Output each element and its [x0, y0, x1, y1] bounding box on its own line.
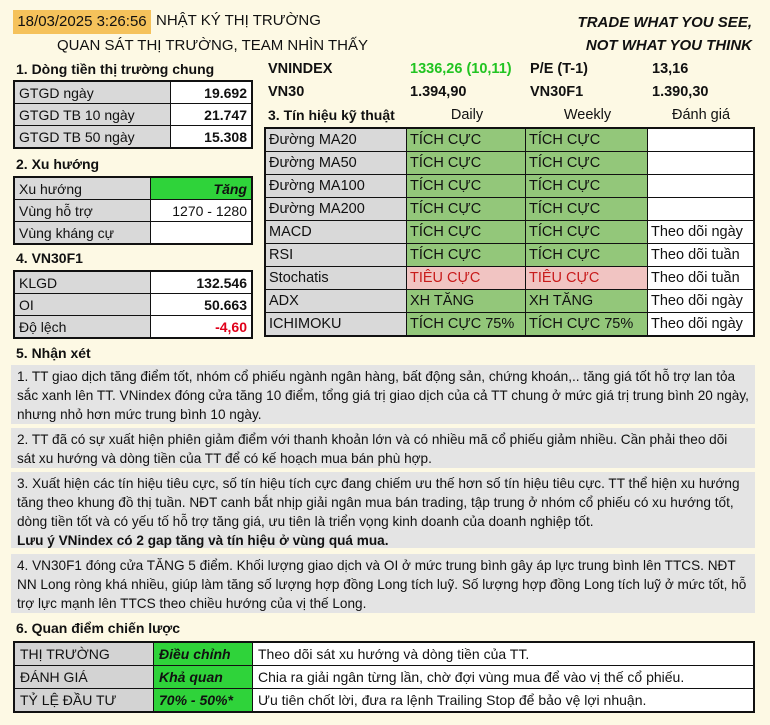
signal-daily: TÍCH CỰC [407, 152, 526, 175]
trend-row [14, 177, 252, 200]
signal-eval: Theo dõi tuần [648, 267, 755, 290]
signal-daily: TIÊU CỰC [407, 267, 526, 290]
support-value: 1270 - 1280 [151, 200, 253, 222]
comments-section-title: 5. Nhận xét [16, 345, 91, 361]
vn30f1-value: 50.663 [151, 294, 253, 316]
cashflow-value: 19.692 [171, 81, 253, 104]
strategy-text: Chia ra giải ngân từng lần, chờ đợi vùng mua để vào vị thế cổ phiếu. [253, 666, 755, 689]
signal-weekly: TÍCH CỰC [526, 175, 648, 198]
vn30-label: VN30 [268, 84, 305, 100]
signal-name: Đường MA100 [265, 175, 407, 198]
signal-row [265, 267, 754, 290]
cashflow-label: GTGD TB 10 ngày [14, 104, 171, 126]
vn30f1-label: OI [14, 294, 151, 316]
signals-col-daily: Daily [450, 107, 484, 123]
signal-eval: Theo dõi ngày [648, 221, 755, 244]
vn30f1-value-deviation: -4,60 [151, 316, 253, 339]
cashflow-value: 15.308 [171, 126, 253, 149]
vn30f1-row [14, 294, 252, 316]
resistance-row [14, 222, 252, 245]
strategy-section-title: 6. Quan điểm chiến lược [16, 620, 181, 636]
strategy-row [14, 689, 754, 713]
signal-weekly: TÍCH CỰC [526, 244, 648, 267]
signal-daily: TÍCH CỰC [407, 221, 526, 244]
vn30f1-label: KLGD [14, 271, 151, 294]
signal-daily: TÍCH CỰC [407, 198, 526, 221]
signal-name: Đường MA50 [265, 152, 407, 175]
resistance-value [151, 222, 253, 245]
signal-weekly: TÍCH CỰC [526, 128, 648, 152]
strategy-tag: Điều chỉnh [154, 642, 253, 666]
comment-1: 1. TT giao dịch tăng điểm tốt, nhóm cổ phiếu ngành ngân hàng, bất động sản, chứng khoán,.. tăng giá tốt hỗ trợ lan tỏa sắc xanh lên TT. VNindex đóng cửa tăng 10 điểm, tổng giá trị giao dịch của cả TT chung ở mức giá trị trung bình 20 ngày, nhưng nhỏ hơn mức trung bình 10 ngày. [11, 365, 755, 424]
signal-weekly: TÍCH CỰC [526, 198, 648, 221]
signal-eval: Theo dõi tuần [648, 244, 755, 267]
cashflow-label: GTGD ngày [14, 81, 171, 104]
cashflow-value: 21.747 [171, 104, 253, 126]
signal-name: RSI [265, 244, 407, 267]
vn30f1-label: Độ lệch [14, 316, 151, 339]
signals-table [264, 127, 755, 337]
report-subtitle: QUAN SÁT THỊ TRƯỜNG, TEAM NHÌN THẤY [57, 37, 368, 54]
signal-daily: TÍCH CỰC 75% [407, 313, 526, 337]
signal-row [265, 128, 754, 152]
signals-section-title: 3. Tín hiệu kỹ thuật [268, 107, 395, 123]
strategy-row [14, 642, 754, 666]
signal-row [265, 290, 754, 313]
signal-eval [648, 175, 755, 198]
signal-name: ADX [265, 290, 407, 313]
signal-name: ICHIMOKU [265, 313, 407, 337]
cashflow-section-title: 1. Dòng tiền thị trường chung [16, 61, 215, 77]
vn30f1-index-value: 1.390,30 [652, 84, 709, 100]
signal-daily: TÍCH CỰC [407, 175, 526, 198]
support-label: Vùng hỗ trợ [14, 200, 151, 222]
vn30f1-section-title: 4. VN30F1 [16, 250, 83, 266]
signal-name: Đường MA20 [265, 128, 407, 152]
cashflow-row [14, 126, 252, 149]
signal-weekly: TIÊU CỰC [526, 267, 648, 290]
signal-eval [648, 152, 755, 175]
signal-eval: Theo dõi ngày [648, 290, 755, 313]
signal-row [265, 244, 754, 267]
signal-weekly: XH TĂNG [526, 290, 648, 313]
resistance-label: Vùng kháng cự [14, 222, 151, 245]
strategy-label: ĐÁNH GIÁ [14, 666, 154, 689]
pe-value: 13,16 [652, 61, 689, 77]
signal-weekly: TÍCH CỰC [526, 152, 648, 175]
cashflow-row [14, 81, 252, 104]
signal-eval: Theo dõi ngày [648, 313, 755, 337]
signal-weekly: TÍCH CỰC 75% [526, 313, 648, 337]
comment-3-note: Lưu ý VNindex có 2 gap tăng và tín hiệu ở vùng quá mua. [17, 533, 389, 548]
strategy-row [14, 666, 754, 689]
pe-label: P/E (T-1) [530, 61, 589, 77]
vnindex-label: VNINDEX [268, 61, 333, 77]
strategy-text: Theo dõi sát xu hướng và dòng tiền của TT. [253, 642, 755, 666]
cashflow-table [13, 80, 253, 149]
comment-4: 4. VN30F1 đóng cửa TĂNG 5 điểm. Khối lượng giao dịch và OI ở mức trung bình gây áp lực trung bình lên TTCS. NĐT NN Long ròng khá nhiều, giúp làm tăng số lượng hợp đồng Long tích luỹ. Số lượng hợp đồng Long tích luỹ ở mức tốt, hỗ trợ lực mạnh lên TTCS theo chiều hướng của vị thế Long. [11, 554, 755, 613]
signal-eval [648, 128, 755, 152]
signals-col-weekly: Weekly [563, 107, 612, 123]
strategy-tag: Khả quan [154, 666, 253, 689]
signal-row [265, 313, 754, 337]
signal-name: Đường MA200 [265, 198, 407, 221]
trend-section-title: 2. Xu hướng [16, 156, 100, 172]
report-title: NHẬT KÝ THỊ TRƯỜNG [156, 12, 321, 29]
cashflow-label: GTGD TB 50 ngày [14, 126, 171, 149]
signal-row [265, 152, 754, 175]
signal-row [265, 175, 754, 198]
signal-name: MACD [265, 221, 407, 244]
comment-3 [11, 472, 755, 548]
comment-3-text: 3. Xuất hiện các tín hiệu tiêu cực, số tín hiệu tích cực đang chiếm ưu thế hơn số tín hiệu tiêu cực. TT thể hiện xu hướng tăng theo khung đồ thị tuần. NĐT canh bắt nhịp giải ngân mua bán trading, tập trung ở nhóm cổ phiếu có xu hướng tốt, dòng tiền tốt và có yếu tố hỗ trợ tăng giá, ưu tiên là triển vọng kinh doanh của doanh nghiệp tốt. [17, 476, 740, 529]
slogan-line-2: NOT WHAT YOU THINK [585, 37, 752, 54]
slogan-line-1: TRADE WHAT YOU SEE, [577, 14, 752, 31]
vnindex-value: 1336,26 (10,11) [410, 61, 512, 77]
strategy-label: THỊ TRƯỜNG [14, 642, 154, 666]
signal-row [265, 198, 754, 221]
signal-eval [648, 198, 755, 221]
signal-name: Stochatis [265, 267, 407, 290]
strategy-tag: 70% - 50%* [154, 689, 253, 713]
signal-row [265, 221, 754, 244]
signal-daily: XH TĂNG [407, 290, 526, 313]
strategy-table [13, 641, 755, 713]
trend-table [13, 176, 253, 245]
trend-label: Xu hướng [14, 177, 151, 200]
report-datetime: 18/03/2025 3:26:56 [13, 10, 151, 34]
strategy-label: TỶ LỆ ĐẦU TƯ [14, 689, 154, 713]
signal-daily: TÍCH CỰC [407, 244, 526, 267]
signal-daily: TÍCH CỰC [407, 128, 526, 152]
vn30f1-row [14, 271, 252, 294]
vn30f1-value: 132.546 [151, 271, 253, 294]
trend-value: Tăng [151, 177, 253, 200]
strategy-text: Ưu tiên chốt lời, đưa ra lệnh Trailing Stop để bảo vệ lợi nhuận. [253, 689, 755, 713]
signals-col-eval: Đánh giá [671, 107, 731, 123]
comment-2: 2. TT đã có sự xuất hiện phiên giảm điểm với thanh khoản lớn và có nhiều mã cổ phiếu giảm nhiều. Cần phải theo dõi sát xu hướng và dòng tiền của TT để có kế hoạch mua bán phù hợp. [11, 428, 755, 468]
vn30f1-table [13, 270, 253, 339]
vn30f1-index-label: VN30F1 [530, 84, 584, 100]
signal-weekly: TÍCH CỰC [526, 221, 648, 244]
vn30f1-row [14, 316, 252, 339]
cashflow-row [14, 104, 252, 126]
support-row [14, 200, 252, 222]
vn30-value: 1.394,90 [410, 84, 467, 100]
